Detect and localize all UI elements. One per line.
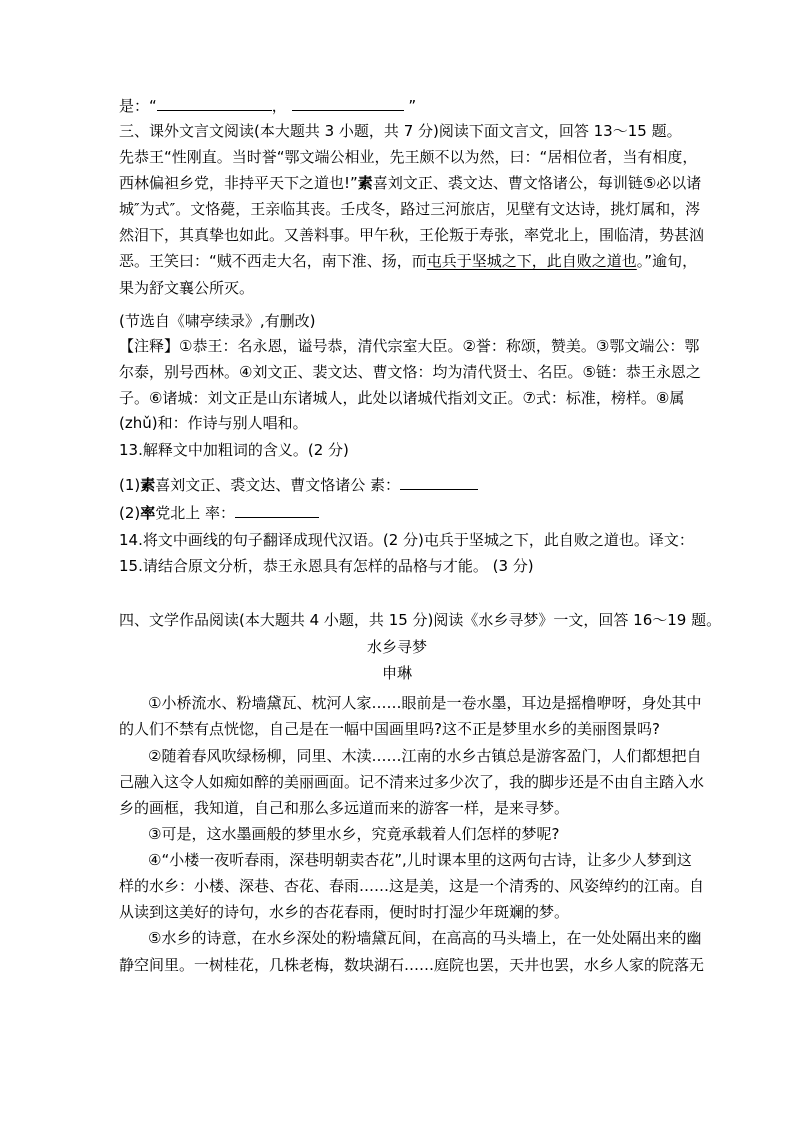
- text-segment: ⑤水乡的诗意，在水乡深处的粉墙黛瓦间，在高高的马头墙上，在一处处隔出来的幽: [148, 929, 702, 947]
- text-line: [119, 279, 254, 297]
- text-line: [119, 312, 315, 330]
- text-segment: 样的水乡：小楼、深巷、杏花、春雨……这是美，这是一个清秀的、风姿绰约的江南。自: [119, 877, 705, 895]
- text-line: [119, 363, 701, 381]
- text-line: [119, 441, 349, 459]
- text-line: [148, 694, 702, 712]
- text-line: [148, 825, 681, 843]
- text-segment: 然泪下，其真挚也如此。又善料事。甲午秋，王伦叛于寿张，率党北上，围临清，势甚汹: [119, 226, 705, 244]
- text-segment: ②随着春风吹绿杨柳，同里、木渎……江南的水乡古镇总是游客盈门，人们都想把自: [148, 747, 702, 765]
- bold-term: 素: [140, 476, 156, 494]
- text-segment: 尔泰，别号西林。④刘文正、裴文达、曹文恪：均为清代贤士、名臣。⑤链：恭王永恩之: [119, 363, 701, 381]
- underlined-sentence: 屯兵于坚城之下，此自败之道也: [426, 252, 637, 270]
- text-line: [119, 148, 698, 166]
- text-segment: 城″为式″。文恪薨，王亲临其丧。壬戌冬，路过三河旅店，见壁有文达诗，挑灯属和，涔: [119, 200, 701, 218]
- answer-blank: [292, 96, 404, 111]
- text-segment: 申琳: [381, 664, 412, 682]
- text-line: [148, 851, 692, 869]
- text-segment: 四、文学作品阅读(本大题共 4 小题，共 15 分)阅读《水乡寻梦》一文，回答 16～19 题。: [119, 611, 722, 629]
- text-segment: 静空间里。一树桂花，几株老梅，数块湖石……庭院也罢，天井也罢，水乡人家的院落无: [119, 956, 705, 974]
- text-line: [119, 773, 705, 791]
- text-segment: 西林偏袒乡党，非持平天下之道也!”: [119, 174, 358, 192]
- text-segment: 。”逾旬，: [636, 252, 698, 270]
- bold-term: 率: [140, 504, 156, 522]
- text-line: [119, 531, 694, 549]
- text-line: [119, 174, 702, 192]
- text-segment: 13.解释文中加粗词的含义。(2 分): [119, 441, 349, 459]
- text-segment: 15.请结合原文分析，恭王永恩具有怎样的品格与才能。 (3 分): [119, 557, 534, 575]
- text-segment: (2): [119, 504, 141, 522]
- answer-blank: [157, 96, 272, 111]
- text-line: [119, 226, 705, 244]
- text-line: [119, 96, 416, 114]
- text-segment: 先恭王“性刚直。当时誉“鄂文端公相业，先王颇不以为然，曰：“居相位者，当有相度，: [119, 148, 698, 166]
- text-line: [119, 337, 700, 355]
- text-segment: ④“小楼一夜听春雨，深巷明朝卖杏花”,儿时课本里的这两句古诗，让多少人梦到这: [148, 851, 692, 869]
- text-line: [148, 747, 702, 765]
- text-segment: 的人们不禁有点恍惚，自己是在一幅中国画里吗?这不正是梦里水乡的美丽图景吗?: [119, 720, 660, 738]
- text-segment: ①小桥流水、粉墙黛瓦、枕河人家……眼前是一卷水墨，耳边是摇橹咿呀，身处其中: [148, 694, 702, 712]
- text-segment: (1): [119, 476, 141, 494]
- text-line: [148, 929, 702, 947]
- text-segment: 党北上 率：: [155, 504, 236, 522]
- text-line: [119, 611, 721, 629]
- text-segment: ③可是，这水墨画般的梦里水乡，究竟承载着人们怎样的梦呢?: [148, 825, 560, 843]
- text-segment: 从读到这美好的诗句，水乡的杏花春雨，便时时打湿少年斑斓的梦。: [119, 903, 570, 921]
- text-segment: 乡的画框，我知道，自己和那么多远道而来的游客一样，是来寻梦。: [119, 799, 570, 817]
- text-segment: 是：“: [119, 97, 157, 115]
- text-segment: 喜刘文正、裘文达、曹文恪诸公，每训链⑤必以诸: [372, 174, 702, 192]
- text-segment: 喜刘文正、裘文达、曹文恪诸公 素：: [155, 476, 401, 494]
- text-line: [0, 638, 794, 656]
- text-line: [119, 200, 701, 218]
- text-line: [0, 664, 794, 682]
- text-segment: 恶。王笑曰：“贼不西走大名，南下淮、扬，而: [119, 252, 427, 270]
- text-segment: ”: [403, 97, 417, 115]
- text-segment: 子。⑥诸城：刘文正是山东诸城人，此处以诸城代指刘文正。⑦式：标准，榜样。⑧属: [119, 389, 685, 407]
- text-segment: 【注释】①恭王：名永恩，谥号恭，清代宗室大臣。②誉：称颂，赞美。③鄂文端公：鄂: [119, 337, 700, 355]
- text-line: [119, 503, 319, 521]
- text-line: [119, 903, 569, 921]
- text-segment: (zhǔ)和：作诗与别人唱和。: [119, 414, 308, 432]
- text-segment: (节选自《啸亭续录》,有删改): [119, 312, 316, 330]
- text-segment: 水乡寻梦: [366, 638, 427, 656]
- text-segment: 果为舒文襄公所灭。: [119, 279, 255, 297]
- text-segment: 三、课外文言文阅读(本大题共 3 小题，共 7 分)阅读下面文言文，回答 13～15 题。: [119, 122, 682, 140]
- answer-blank: [235, 503, 319, 518]
- text-line: [119, 799, 569, 817]
- text-segment: 己融入这令人如痴如醉的美丽画面。记不清来过多少次了，我的脚步还是不由自主踏入水: [119, 773, 705, 791]
- text-line: [119, 414, 308, 432]
- text-line: [119, 252, 698, 270]
- text-line: [119, 557, 534, 575]
- text-line: [119, 122, 682, 140]
- text-segment: 14.将文中画线的句子翻译成现代汉语。(2 分)屯兵于坚城之下，此自败之道也。译文：: [119, 531, 694, 549]
- text-line: [119, 389, 684, 407]
- text-line: [119, 720, 660, 738]
- text-line: [119, 877, 705, 895]
- text-line: [119, 475, 478, 493]
- answer-blank: [400, 475, 478, 490]
- text-segment: ，: [271, 97, 292, 115]
- bold-term: 素: [357, 174, 373, 192]
- text-line: [119, 956, 705, 974]
